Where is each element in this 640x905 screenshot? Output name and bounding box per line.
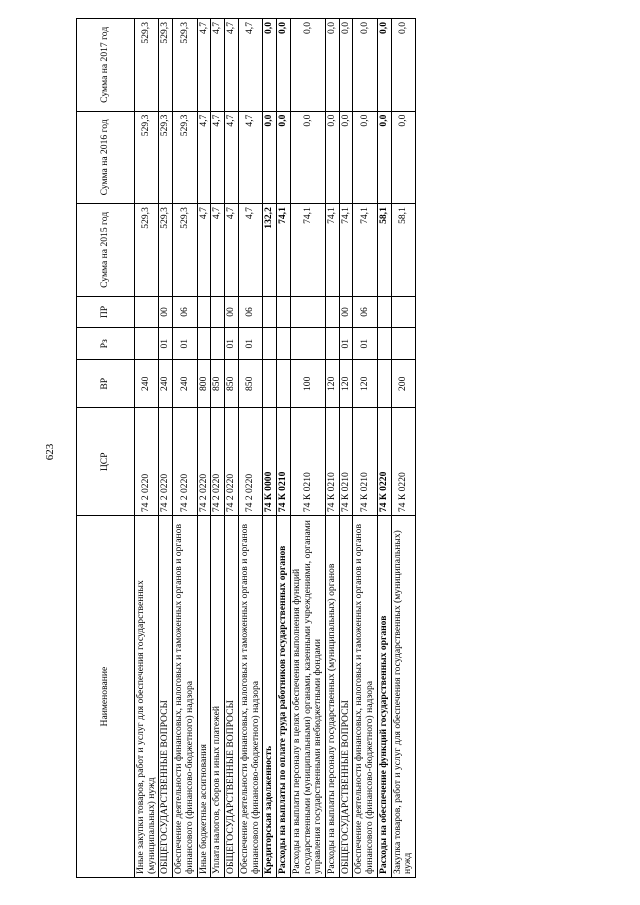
cell-2017: 4,7 [238,19,262,112]
cell-2016: 529,3 [159,111,173,204]
cell-vr: 850 [211,360,225,408]
header-2017: Сумма на 2017 год [77,19,135,112]
cell-name: Кредиторская задолженность [263,516,277,878]
cell-vr: 200 [391,360,415,408]
cell-csr: 74 2 0220 [159,408,173,516]
cell-2015: 58,1 [391,204,415,297]
cell-pr [391,296,415,328]
cell-2016: 0,0 [391,111,415,204]
cell-2016: 4,7 [238,111,262,204]
cell-vr: 120 [353,360,377,408]
cell-name: Обеспечение деятельности финансовых, налоговых и таможенных органов и органов финансового (финансово-бюджетного) надзора [173,516,197,878]
table-row [135,19,159,878]
header-2015: Сумма на 2015 год [77,204,135,297]
header-2016: Сумма на 2016 год [77,111,135,204]
cell-2017: 529,3 [173,19,197,112]
cell-2015: 58,1 [377,204,391,297]
cell-csr: 74 К 0210 [339,408,353,516]
cell-csr: 74 К 0210 [277,408,291,516]
cell-rz: 01 [225,328,239,360]
cell-csr: 74 2 0220 [238,408,262,516]
header-vr: ВР [77,360,135,408]
budget-table [76,18,416,878]
cell-pr [263,296,277,328]
cell-2017: 4,7 [225,19,239,112]
cell-2015: 4,7 [225,204,239,297]
cell-rz [277,328,291,360]
cell-2017: 0,0 [391,19,415,112]
cell-2015: 74,1 [290,204,325,297]
cell-2015: 4,7 [211,204,225,297]
cell-2016: 0,0 [263,111,277,204]
cell-2016: 4,7 [211,111,225,204]
cell-2017: 0,0 [263,19,277,112]
cell-2015: 132,2 [263,204,277,297]
cell-pr [277,296,291,328]
cell-name: Расходы на выплаты персоналу государственных (муниципальных) органов [326,516,340,878]
cell-rz: 01 [159,328,173,360]
header-csr: ЦСР [77,408,135,516]
table-body [135,19,416,878]
header-rz: Рз [77,328,135,360]
cell-2016: 0,0 [326,111,340,204]
cell-name: Иные бюджетные ассигнования [197,516,211,878]
cell-name: Закупка товаров, работ и услуг для обеспечения государственных (муниципальных) нужд [391,516,415,878]
cell-2017: 529,3 [159,19,173,112]
table-row [277,19,291,878]
cell-csr: 74 2 0220 [197,408,211,516]
cell-csr: 74 К 0210 [326,408,340,516]
cell-rz: 01 [238,328,262,360]
cell-2016: 0,0 [377,111,391,204]
cell-2017: 0,0 [353,19,377,112]
cell-name: Уплата налогов, сборов и иных платежей [211,516,225,878]
cell-pr [197,296,211,328]
cell-vr: 240 [159,360,173,408]
cell-name: Расходы на обеспечение функций государственных органов [377,516,391,878]
cell-2016: 529,3 [135,111,159,204]
header-name: Наименование [77,516,135,878]
cell-pr: 06 [173,296,197,328]
cell-vr: 100 [290,360,325,408]
cell-vr: 800 [197,360,211,408]
cell-2017: 0,0 [290,19,325,112]
cell-name: ОБЩЕГОСУДАРСТВЕННЫЕ ВОПРОСЫ [159,516,173,878]
cell-csr: 74 2 0220 [211,408,225,516]
cell-2017: 0,0 [277,19,291,112]
cell-2016: 0,0 [277,111,291,204]
cell-name: Расходы на выплаты персоналу в целях обеспечения выполнения функций государственными (муниципальными) органами, казенными учреждениями, органами управления государственными внебюджетными фондами [290,516,325,878]
cell-pr [377,296,391,328]
cell-2015: 529,3 [135,204,159,297]
cell-csr: 74 К 0220 [391,408,415,516]
table-row [391,19,415,878]
table-row [159,19,173,878]
cell-rz: 01 [173,328,197,360]
cell-2017: 0,0 [339,19,353,112]
page-number: 623 [44,443,56,461]
cell-pr: 06 [353,296,377,328]
cell-rz [135,328,159,360]
cell-vr: 850 [238,360,262,408]
cell-rz [377,328,391,360]
cell-2017: 0,0 [326,19,340,112]
cell-csr: 74 К 0210 [353,408,377,516]
table-row [211,19,225,878]
cell-vr: 850 [225,360,239,408]
table-row [173,19,197,878]
header-row [77,19,135,878]
cell-rz: 01 [353,328,377,360]
header-pr: ПР [77,296,135,328]
cell-2015: 74,1 [353,204,377,297]
table-row [339,19,353,878]
table-row [263,19,277,878]
cell-pr: 00 [339,296,353,328]
cell-pr [326,296,340,328]
cell-2015: 529,3 [173,204,197,297]
table-row [290,19,325,878]
cell-pr: 06 [238,296,262,328]
budget-table-container [76,18,621,878]
cell-pr: 00 [159,296,173,328]
table-row [197,19,211,878]
cell-pr [211,296,225,328]
cell-2017: 4,7 [197,19,211,112]
cell-vr: 240 [135,360,159,408]
table-row [225,19,239,878]
cell-2015: 74,1 [326,204,340,297]
cell-2016: 529,3 [173,111,197,204]
cell-2016: 0,0 [353,111,377,204]
cell-2017: 0,0 [377,19,391,112]
cell-2016: 4,7 [197,111,211,204]
cell-csr: 74 2 0220 [173,408,197,516]
cell-vr [277,360,291,408]
table-row [377,19,391,878]
cell-name: ОБЩЕГОСУДАРСТВЕННЫЕ ВОПРОСЫ [225,516,239,878]
table-row [326,19,340,878]
cell-2017: 529,3 [135,19,159,112]
cell-vr [263,360,277,408]
cell-rz [326,328,340,360]
cell-csr: 74 2 0220 [135,408,159,516]
cell-2015: 4,7 [238,204,262,297]
cell-csr: 74 К 0220 [377,408,391,516]
cell-2017: 4,7 [211,19,225,112]
cell-rz [263,328,277,360]
cell-2015: 529,3 [159,204,173,297]
cell-name: Обеспечение деятельности финансовых, налоговых и таможенных органов и органов финансового (финансово-бюджетного) надзора [238,516,262,878]
cell-pr: 00 [225,296,239,328]
cell-2015: 4,7 [197,204,211,297]
cell-vr [377,360,391,408]
cell-rz: 01 [339,328,353,360]
table-row [353,19,377,878]
cell-name: ОБЩЕГОСУДАРСТВЕННЫЕ ВОПРОСЫ [339,516,353,878]
cell-2015: 74,1 [277,204,291,297]
cell-vr: 120 [339,360,353,408]
cell-rz [197,328,211,360]
cell-vr: 120 [326,360,340,408]
cell-pr [290,296,325,328]
cell-rz [211,328,225,360]
cell-rz [391,328,415,360]
cell-2015: 74,1 [339,204,353,297]
cell-name: Обеспечение деятельности финансовых, налоговых и таможенных органов и органов финансового (финансово-бюджетного) надзора [353,516,377,878]
cell-2016: 4,7 [225,111,239,204]
cell-name: Иные закупки товаров, работ и услуг для обеспечения государственных (муниципальных) нужд [135,516,159,878]
cell-vr: 240 [173,360,197,408]
table-row [238,19,262,878]
cell-rz [290,328,325,360]
cell-pr [135,296,159,328]
cell-name: Расходы на выплаты по оплате труда работников государственных органов [277,516,291,878]
cell-csr: 74 К 0000 [263,408,277,516]
cell-2016: 0,0 [290,111,325,204]
cell-csr: 74 К 0210 [290,408,325,516]
cell-2016: 0,0 [339,111,353,204]
cell-csr: 74 2 0220 [225,408,239,516]
